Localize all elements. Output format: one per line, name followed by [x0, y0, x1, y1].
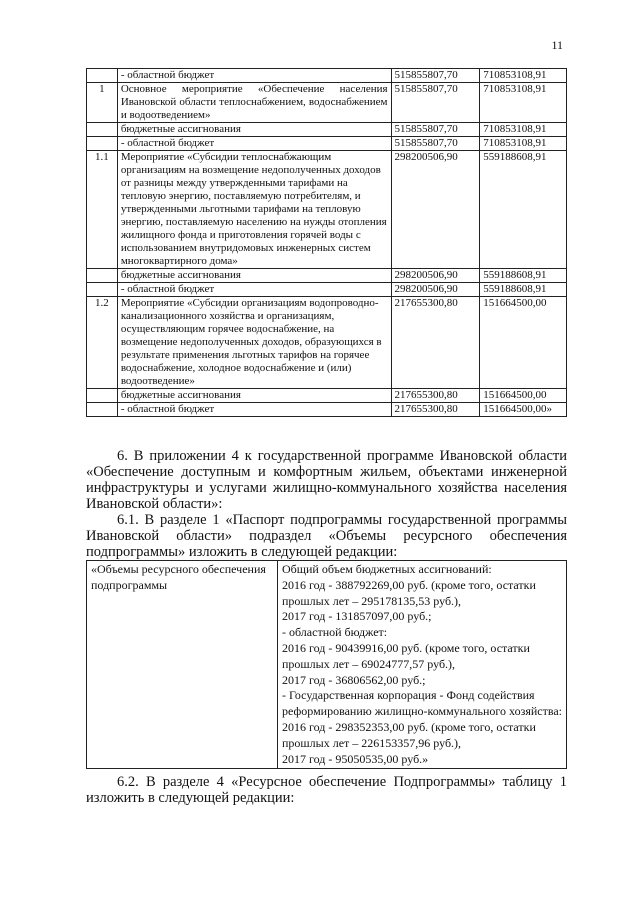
- passport-line: 2016 год - 298352353,00 руб. (кроме того, остатки прошлых лет – 226153357,96 руб.),: [282, 719, 536, 750]
- passport-line: 2017 год - 95050535,00 руб.»: [282, 751, 429, 766]
- page-number: 11: [551, 38, 563, 52]
- row-number: [87, 69, 118, 83]
- value-2016: 298200506,90: [391, 283, 480, 297]
- row-name: бюджетные ассигнования: [117, 389, 391, 403]
- row-number: [87, 123, 118, 137]
- value-2016: 298200506,90: [391, 151, 480, 269]
- row-number: 1.2: [87, 297, 118, 389]
- passport-label: «Объемы ресурсного обеспечения подпрограммы: [87, 561, 278, 769]
- value-2017: 151664500,00: [480, 297, 567, 389]
- paragraph-6-1: 6.1. В разделе 1 «Паспорт подпрограммы государственной программы Ивановской области» подраздел «Объемы ресурсного обеспечения подпрограммы» изложить в следующей редакции:: [86, 512, 567, 560]
- row-name: - областной бюджет: [117, 283, 391, 297]
- value-2016: 217655300,80: [391, 389, 480, 403]
- value-2016: 515855807,70: [391, 123, 480, 137]
- passport-line: 2017 год - 131857097,00 руб.;: [282, 609, 432, 624]
- row-number: 1: [87, 83, 118, 123]
- value-2017: 710853108,91: [480, 83, 567, 123]
- passport-line: 2016 год - 388792269,00 руб. (кроме того, остатки прошлых лет – 295178135,53 руб.),: [282, 577, 536, 608]
- budget-row: [87, 269, 567, 283]
- passport-table: [86, 560, 567, 769]
- value-2016: 298200506,90: [391, 269, 480, 283]
- value-2016: 217655300,80: [391, 403, 480, 417]
- budget-table: [86, 68, 567, 417]
- row-number: [87, 389, 118, 403]
- paragraph-6: 6. В приложении 4 к государственной программе Ивановской области «Обеспечение доступным и комфортным жильем, объектами инженерной инфраструктуры и услугами жилищно-коммунального хозяйства населения Ивановской области»:: [86, 448, 567, 512]
- row-name: бюджетные ассигнования: [117, 123, 391, 137]
- value-2017: 710853108,91: [480, 137, 567, 151]
- budget-row: [87, 83, 567, 123]
- value-2017: 559188608,91: [480, 151, 567, 269]
- passport-line: 2016 год - 90439916,00 руб. (кроме того, остатки прошлых лет – 69024777,57 руб.),: [282, 640, 530, 671]
- budget-row: [87, 283, 567, 297]
- value-2017: 559188608,91: [480, 283, 567, 297]
- row-name: бюджетные ассигнования: [117, 269, 391, 283]
- row-name: - областной бюджет: [117, 403, 391, 417]
- row-name: Основное мероприятие «Обеспечение населения Ивановской области теплоснабжением, водоснабжением и водоотведением»: [117, 83, 391, 123]
- row-number: [87, 283, 118, 297]
- value-2017: 710853108,91: [480, 123, 567, 137]
- value-2016: 515855807,70: [391, 83, 480, 123]
- row-name: Мероприятие «Субсидии теплоснабжающим организациям на возмещение недополученных доходов от разницы между утвержденными тарифами на тепловую энергию, поставляемую потребителям, и утвержденными льготными тарифами на тепловую энергию, поставляемую населению на нужды отопления жилищного фонда и приготовления горячей воды с использованием внутридомовых инженерных систем многоквартирного дома»: [117, 151, 391, 269]
- passport-row: [87, 561, 567, 769]
- value-2017: 559188608,91: [480, 269, 567, 283]
- row-name: - областной бюджет: [117, 69, 391, 83]
- passport-values: [278, 561, 567, 769]
- row-name: Мероприятие «Субсидии организациям водопроводно-канализационного хозяйства и организациям, осуществляющим горячее водоснабжение, на возмещение недополученных доходов, образующихся в результате применения льготных тарифов на горячее водоснабжение, холодное водоснабжение и (или) водоотведение»: [117, 297, 391, 389]
- row-number: [87, 137, 118, 151]
- budget-row: [87, 389, 567, 403]
- row-number: [87, 403, 118, 417]
- value-2017: 710853108,91: [480, 69, 567, 83]
- value-2016: 217655300,80: [391, 297, 480, 389]
- budget-row: [87, 69, 567, 83]
- value-2017: 151664500,00: [480, 389, 567, 403]
- passport-line: 2017 год - 36806562,00 руб.;: [282, 672, 426, 687]
- value-2016: 515855807,70: [391, 137, 480, 151]
- row-number: [87, 269, 118, 283]
- passport-line: Общий объем бюджетных ассигнований:: [282, 562, 492, 576]
- passport-line: - областной бюджет:: [282, 625, 388, 640]
- budget-row: [87, 151, 567, 269]
- passport-line: - Государственная корпорация - Фонд содействия реформированию жилищно-коммунального хозяйства:: [282, 688, 563, 719]
- budget-row: [87, 137, 567, 151]
- value-2016: 515855807,70: [391, 69, 480, 83]
- budget-row: [87, 123, 567, 137]
- row-number: 1.1: [87, 151, 118, 269]
- row-name: - областной бюджет: [117, 137, 391, 151]
- value-2017: 151664500,00»: [480, 403, 567, 417]
- paragraph-6-2: 6.2. В разделе 4 «Ресурсное обеспечение Подпрограммы» таблицу 1 изложить в следующей редакции:: [86, 774, 567, 806]
- budget-row: [87, 403, 567, 417]
- budget-row: [87, 297, 567, 389]
